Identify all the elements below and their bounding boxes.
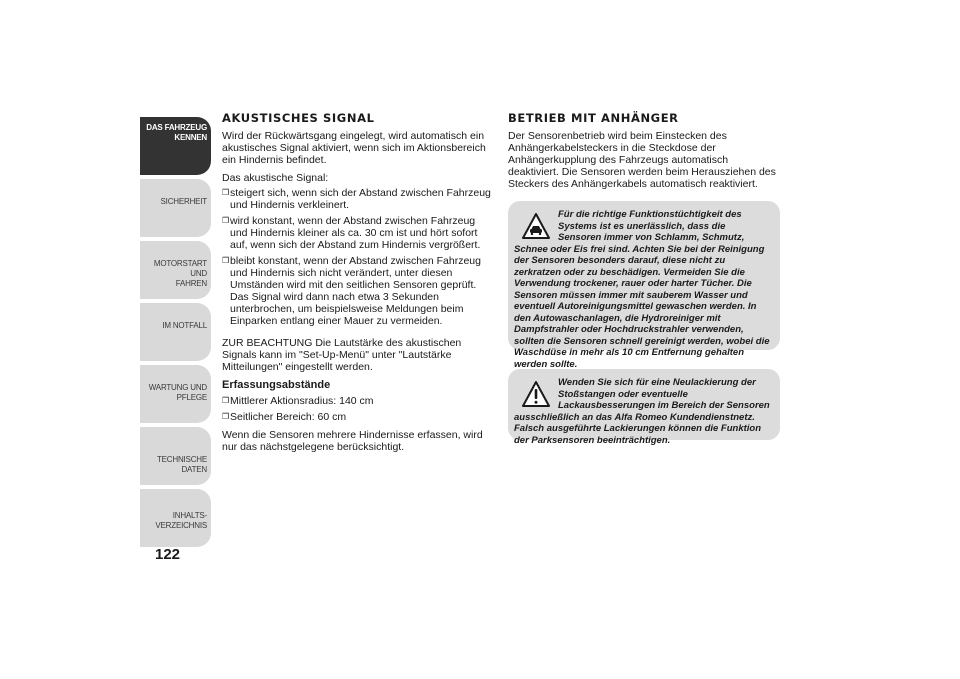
list-item: ❒ bleibt konstant, wenn der Abstand zwischen Fahrzeug und Hindernis sich nicht verändert, unter diesen Umständen wird mit den seitlichen Sensoren geprüft. Das Signal wird dann nach etwa 3 Sekunden unterbrochen, um beispielsweise Meldungen beim Einparken entlang einer Mauer zu vermeiden. <box>222 255 494 327</box>
page-number: 122 <box>155 546 181 563</box>
closing-paragraph: Wenn die Sensoren mehrere Hindernisse erfassen, wird nur das nächstgelegene berücksichtigt. <box>222 429 483 453</box>
tab-motorstart-und-fahren[interactable] <box>140 241 211 299</box>
tab-im-notfall[interactable] <box>140 303 211 361</box>
signal-label: Das akustische Signal: <box>222 172 329 184</box>
list-item: ❒ wird konstant, wenn der Abstand zwischen Fahrzeug und Hindernis kleiner als ca. 30 cm ist und hört sofort auf, wenn sich der Abstand zum Hindernis vergrößert. <box>222 215 494 251</box>
list-item: ❒ Seitlicher Bereich: 60 cm <box>222 411 494 423</box>
trailer-paragraph: Der Sensorenbetrieb wird beim Einstecken des Anhängerkabelsteckers in die Steckdose der Anhängerkupplung des Fahrzeugs automatisch deaktiviert. Die Sensoren werden beim Herausziehen des Steckers des Anhängerkabels automatisch reaktiviert. <box>508 130 776 190</box>
section-heading-betrieb-mit-anhaenger: BETRIEB MIT ANHÄNGER <box>508 111 679 125</box>
tab-label: IM NOTFALL <box>162 321 207 330</box>
distance-list <box>222 395 494 423</box>
list-item: ❒ steigert sich, wenn sich der Abstand zwischen Fahrzeug und Hindernis verkleinert. <box>222 187 494 211</box>
tab-wartung-und-pflege[interactable] <box>140 365 211 423</box>
tab-label: MOTORSTART UND FAHREN <box>153 259 207 288</box>
tab-sicherheit[interactable] <box>140 179 211 237</box>
tab-label: DAS FAHRZEUG KENNEN <box>146 123 207 142</box>
list-item: ❒ Mittlerer Aktionsradius: 140 cm <box>222 395 494 407</box>
exclamation-warning-icon <box>514 377 558 411</box>
section-heading-akustisches-signal: AKUSTISCHES SIGNAL <box>222 111 375 125</box>
tab-label: SICHERHEIT <box>160 197 207 206</box>
tab-technische-daten[interactable] <box>140 427 211 485</box>
volume-note: ZUR BEACHTUNG Die Lautstärke des akustischen Signals kann im "Set-Up-Menü" unter "Lautstärke Mitteilungen" eingestellt werden. <box>222 337 462 373</box>
car-wash-warning-icon <box>514 209 558 243</box>
callout-text: Für die richtige Funktionstüchtigkeit des Systems ist es unerlässlich, dass die Sensoren immer von Schlamm, Schmutz, Schnee oder Eis frei sind. Achten Sie bei der Reinigung der Sensoren besonders darauf, diese nicht zu zerkratzen oder zu beschädigen. Vermeiden Sie die Verwendung trockener, rauer oder harter Tücher. Die Sensoren müssen immer mit sauberem Wasser und eventuell Autoreinigungsmittel gewaschen werden. In den Autowaschanlagen, die Hydroreiniger mit Dampfstrahler oder Hochdruckstrahler verwenden, sollten die Sensoren schnell gereinigt werden, wobei die Waschdüse in mehr als 10 cm Entfernung gehalten werden sollte. <box>514 209 770 370</box>
paint-warning-box <box>508 369 780 446</box>
tab-das-fahrzeug-kennen[interactable] <box>140 117 211 175</box>
tab-label: WARTUNG UND PFLEGE <box>148 383 207 402</box>
tab-label: INHALTS- VERZEICHNIS <box>155 511 207 530</box>
signal-list <box>222 187 494 327</box>
subheading-erfassungsabstaende: Erfassungsabstände <box>222 379 331 391</box>
tab-inhaltsverzeichnis[interactable] <box>140 489 211 547</box>
left-column <box>222 112 494 459</box>
right-column <box>508 112 780 196</box>
intro-paragraph: Wird der Rückwärtsgang eingelegt, wird automatisch ein akustisches Signal aktiviert, wenn sich im Aktionsbereich ein Hindernis befindet. <box>222 130 486 166</box>
car-wash-warning-box <box>508 201 780 370</box>
callout-text: Wenden Sie sich für eine Neulackierung der Stoßstangen oder eventuelle Lackausbesserungen im Bereich der Sensoren ausschließlich an das Alfa Romeo Kundendienstnetz. Falsch ausgeführte Lackierungen können die Funktion der Parksensoren beeinträchtigen. <box>514 377 770 446</box>
tab-label: TECHNISCHE DATEN <box>156 455 207 474</box>
